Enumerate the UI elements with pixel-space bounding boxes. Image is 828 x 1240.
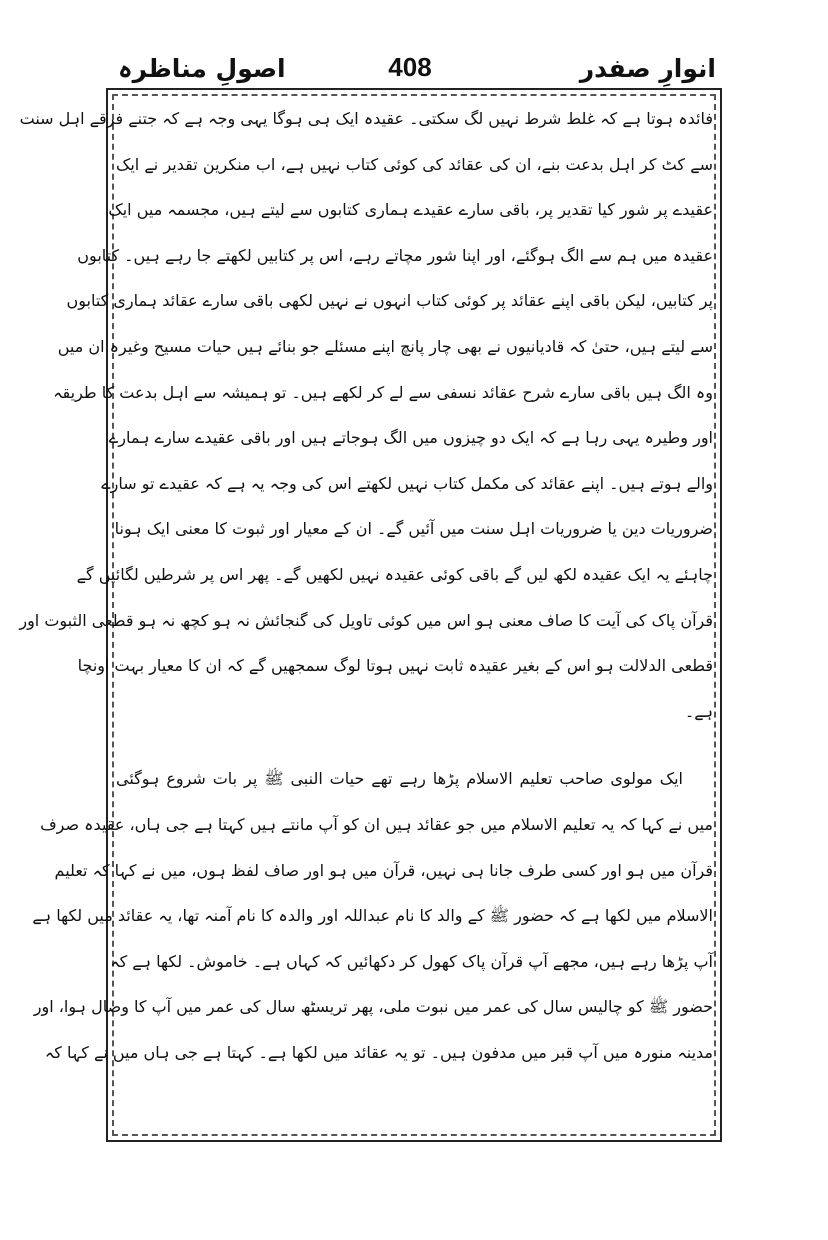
chapter-title: اصولِ مناظرہ: [118, 54, 286, 83]
text-line: فائدہ ہوتا ہے کہ غلط شرط نہیں لگ سکتی۔ عقیدہ ایک ہی ہوگا یہی وجہ ہے کہ جتنے فرقے اہل سنت: [19, 109, 713, 128]
text-line: وہ الگ ہیں باقی سارے شرح عقائد نسفی سے لے کر لکھے ہیں۔ تو ہمیشہ سے اہل بدعت کا طریقہ: [53, 382, 713, 402]
text-line: ایک مولوی صاحب تعلیم الاسلام پڑھا رہے تھے حیات النبی ﷺ پر بات شروع ہوگئی: [116, 769, 683, 789]
text-line: آپ پڑھا رہے ہیں، مجھے آپ قرآن پاک کھول کر دکھائیں کہ کہاں ہے۔ خاموش۔ لکھا ہے کہ: [110, 951, 713, 971]
page-number: 408: [388, 52, 432, 82]
paragraph-gap: [116, 734, 713, 756]
body-text: [19, 96, 713, 1075]
text-line: قرآن میں ہو اور کسی طرف جانا ہی نہیں، قرآن میں ہو اور صاف لفظ ہوں، میں نے کہا کہ تعلیم: [54, 860, 713, 880]
text-line: عقیدہ میں ہم سے الگ ہوگئے، اور اپنا شور مچاتے رہے، اس پر کتابیں لکھتے جا رہے ہیں۔ کتابوں: [77, 245, 713, 265]
paragraph-1: [19, 96, 713, 734]
text-line: سے کٹ کر اہل بدعت بنے، ان کی عقائد کی کوئی کتاب نہیں ہے، اب منکرین تقدیر نے ایک: [116, 154, 713, 174]
paragraph-2: [32, 756, 713, 1075]
page-header: [0, 0, 828, 90]
text-line: پر کتابیں، لیکن باقی اپنے عقائد پر کوئی کتاب انہوں نے نہیں لکھی باقی سارے عقائد ہماری کتابوں: [66, 291, 713, 311]
text-line: حضور ﷺ کو چالیس سال کی عمر میں نبوت ملی، پھر تریسٹھ سال کی عمر میں آپ کا وصال ہوا، اور: [33, 997, 713, 1017]
text-line: عقیدے پر شور کیا تقدیر پر، باقی سارے عقیدے ہماری کتابوں سے لیتے ہیں، مجسمہ میں ایک: [108, 200, 713, 220]
text-line: الاسلام میں لکھا ہے کہ حضور ﷺ کے والد کا نام عبداللہ اور والدہ کا نام آمنہ تھا، یہ عقائد میں لکھا ہے: [32, 906, 713, 926]
text-line: سے لیتے ہیں، حتیٰ کہ قادیانیوں نے بھی چار پانچ اپنے مسئلے جو بنائے ہیں حیات مسیح وغیرہ ان میں: [57, 336, 713, 356]
text-line: اور وطیرہ یہی رہا ہے کہ ایک دو چیزوں میں الگ ہوجاتے ہیں اور باقی عقیدے سارے ہمارے: [108, 428, 713, 448]
text-line: قطعی الدلالت ہو اس کے بغیر عقیدہ ثابت نہیں ہوتا لوگ سمجھیں گے کہ ان کا معیار بہت اونچا: [77, 656, 713, 676]
text-line: ضروریات دین یا ضروریات اہل سنت میں آئیں گے۔ ان کے معیار اور ثبوت کا معنی ایک ہونا: [114, 519, 713, 539]
book-title: انوارِ صفدر: [579, 54, 716, 83]
text-line: چاہئے یہ ایک عقیدہ لکھ لیں گے باقی کوئی عقیدہ نہیں لکھیں گے۔ پھر اس پر شرطیں لگائیں گے: [76, 564, 713, 584]
text-line: مدینہ منورہ میں آپ قبر میں مدفون ہیں۔ تو یہ عقائد میں لکھا ہے۔ کہتا ہے جی ہاں میں نے کہا کہ: [44, 1042, 713, 1062]
text-line: ہے۔: [684, 701, 713, 721]
text-line: والے ہوتے ہیں۔ اپنے عقائد کی مکمل کتاب نہیں لکھتے اس کی وجہ یہ ہے کہ عقیدے تو سارے: [101, 473, 713, 493]
text-line: قرآن پاک کی آیت کا صاف معنی ہو اس میں کوئی تاویل کی گنجائش نہ ہو کچھ نہ ہو قطعی الثبوت اور: [19, 610, 713, 630]
text-line: میں نے کہا کہ یہ تعلیم الاسلام میں جو عقائد ہیں ان کو آپ مانتے ہیں کہتا ہے جی ہاں، عقیدہ صرف: [40, 814, 713, 834]
